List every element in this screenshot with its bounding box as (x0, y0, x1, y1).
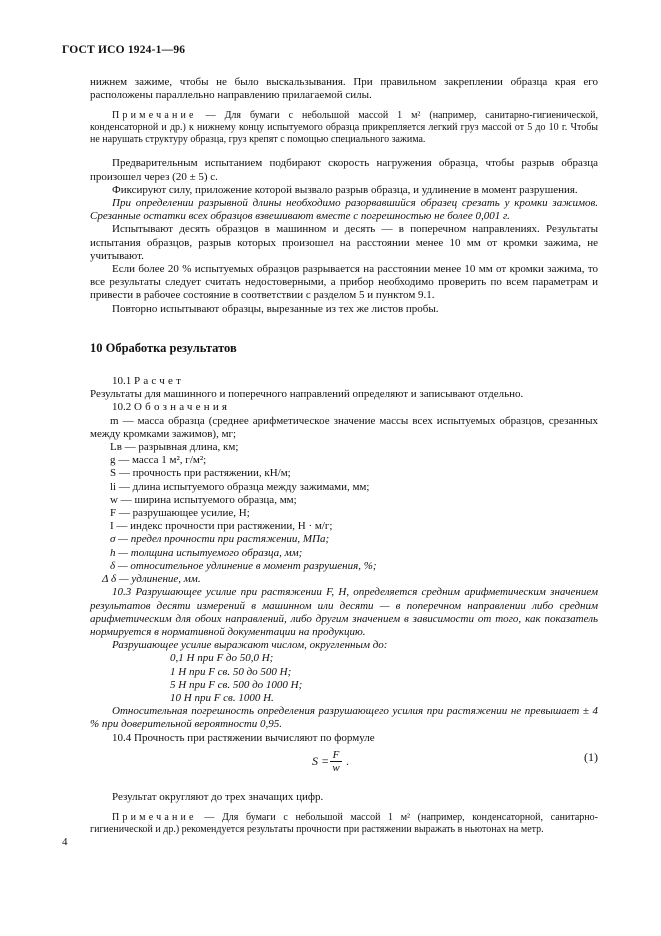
definition-item: m — масса образца (среднее арифметическое значение массы всех испытуемых образцов, срезанных между кромками зажимов), мг; (90, 414, 598, 440)
equation-number: (1) (584, 749, 598, 764)
paragraph-cut-remains: При определении разрывной длины необходимо разорвавшийся образец срезать у кромки зажимов. Срезанные остатки всех образцов взвешивают вместе с погрешностью не более 0,001 г. (90, 197, 598, 223)
symbol-definitions (90, 415, 598, 587)
formula-tail: . (346, 753, 349, 768)
note-2 (90, 812, 598, 836)
page-content (90, 76, 598, 836)
clause-10-1-heading: 10.1 Расчет (112, 375, 185, 388)
definition-item: Lв — разрывная длина, км; (110, 441, 239, 454)
paragraph-invalid-results: Если более 20 % испытуемых образцов разрывается на расстоянии менее 10 мм от кромки зажима, то все результаты следует считать недостоверными, а прибор необходимо проверить по всем параметрам и привести в рабочее состояние в соответствии с разделом 5 и пунктом 9.1. (90, 263, 598, 302)
note-text: — Для бумаги с небольшой массой 1 м² (например, санитарно-гигиенической, конденсаторной и др.) к нижнему концу испытуемого образца прикрепляется легкий груз массой от 5 до 10 г. Чтобы не нарушать структуру образца, груз крепят с помощью специального зажима. (90, 110, 598, 146)
definition-item: h — толщина испытуемого образца, мм; (110, 546, 303, 559)
note-label: Примечание (112, 110, 197, 122)
formula-fraction (330, 749, 342, 775)
paragraph-clamp: нижнем зажиме, чтобы не было выскальзывания. При правильном закреплении образца края его расположены параллельно направлению прилагаемой силы. (90, 76, 598, 102)
rounding-intro: Разрушающее усилие выражают числом, округленным до: (112, 639, 388, 652)
clause-10-2-heading: 10.2 Обозначения (112, 401, 231, 414)
definition-item: Δ δ — удлинение, мм. (102, 573, 201, 586)
formula-numerator: F (330, 749, 342, 762)
definition-item: F — разрушающее усилие, Н; (110, 507, 250, 520)
clause-10-3: 10.3 Разрушающее усилие при растяжении F, Н, определяется средним арифметическим значением результатов десяти измерений в машинном или десяти — в поперечном направлении либо средним арифметическим для обоих направлений, либо другим значением в зависимости от того, как показатель нормируется в нормативной документации на продукцию. (90, 586, 598, 638)
paragraph-retest: Повторно испытывают образцы, вырезанные из тех же листов пробы. (112, 302, 439, 315)
paragraph-fix-force: Фиксируют силу, приложение которой вызвало разрыв образца, и удлинение в момент разрушения. (112, 183, 578, 196)
definition-item: S — прочность при растяжении, кН/м; (110, 467, 291, 480)
rounding-tier: 0,1 Н при F до 50,0 Н; (170, 652, 274, 665)
definition-item: g — масса 1 м², г/м²; (110, 454, 207, 467)
rounding-tier: 10 Н при F св. 1000 Н. (170, 691, 274, 704)
note-1 (90, 110, 598, 146)
definition-item: δ — относительное удлинение в момент разрушения, %; (110, 559, 377, 572)
rounding-tier: 5 Н при F св. 500 до 1000 Н; (170, 678, 303, 691)
result-rounding: Результат округляют до трех значащих цифр. (112, 790, 324, 803)
clause-10-1-text: Результаты для машинного и поперечного направлений определяют и записывают отдельно. (90, 388, 524, 401)
definition-item: w — ширина испытуемого образца, мм; (110, 493, 297, 506)
definition-item: I — индекс прочности при растяжении, Н · м/г; (110, 520, 333, 533)
rounding-tiers (90, 652, 598, 705)
standard-header: ГОСТ ИСО 1924-1—96 (62, 44, 186, 56)
formula-1 (90, 748, 598, 781)
clause-10-4: 10.4 Прочность при растяжении вычисляют по формуле (112, 731, 375, 744)
page-number: 4 (62, 836, 68, 848)
paragraph-specimen-count: Испытывают десять образцов в машинном и десять — в поперечном направлениях. Результаты испытания образцов, разрыв которых произошел на расстоянии менее 10 мм от кромки зажима, не учитывают. (90, 223, 598, 262)
formula-lhs: S = (312, 753, 330, 768)
paragraph-speed: Предварительным испытанием подбирают скорость нагружения образца, чтобы разрыв образца произошел через (20 ± 5) с. (90, 157, 598, 183)
formula-denominator: w (332, 761, 340, 774)
rounding-tier: 1 Н при F св. 50 до 500 Н; (170, 665, 292, 678)
section-title: 10 Обработка результатов (90, 340, 237, 355)
note-label: Примечание (112, 811, 197, 823)
note-text: — Для бумаги с небольшой массой 1 м² (например, конденсаторной, санитарно-гигиенической и др.) рекомендуется результаты прочности при растяжении выражать в ньютонах на метр. (90, 811, 598, 835)
definition-item: σ — предел прочности при растяжении, МПа; (110, 533, 330, 546)
definition-item: li — длина испытуемого образца между зажимами, мм; (110, 480, 370, 493)
relative-error: Относительная погрешность определения разрушающего усилия при растяжении не превышает ± 4 % при доверительной вероятности 0,95. (90, 705, 598, 731)
